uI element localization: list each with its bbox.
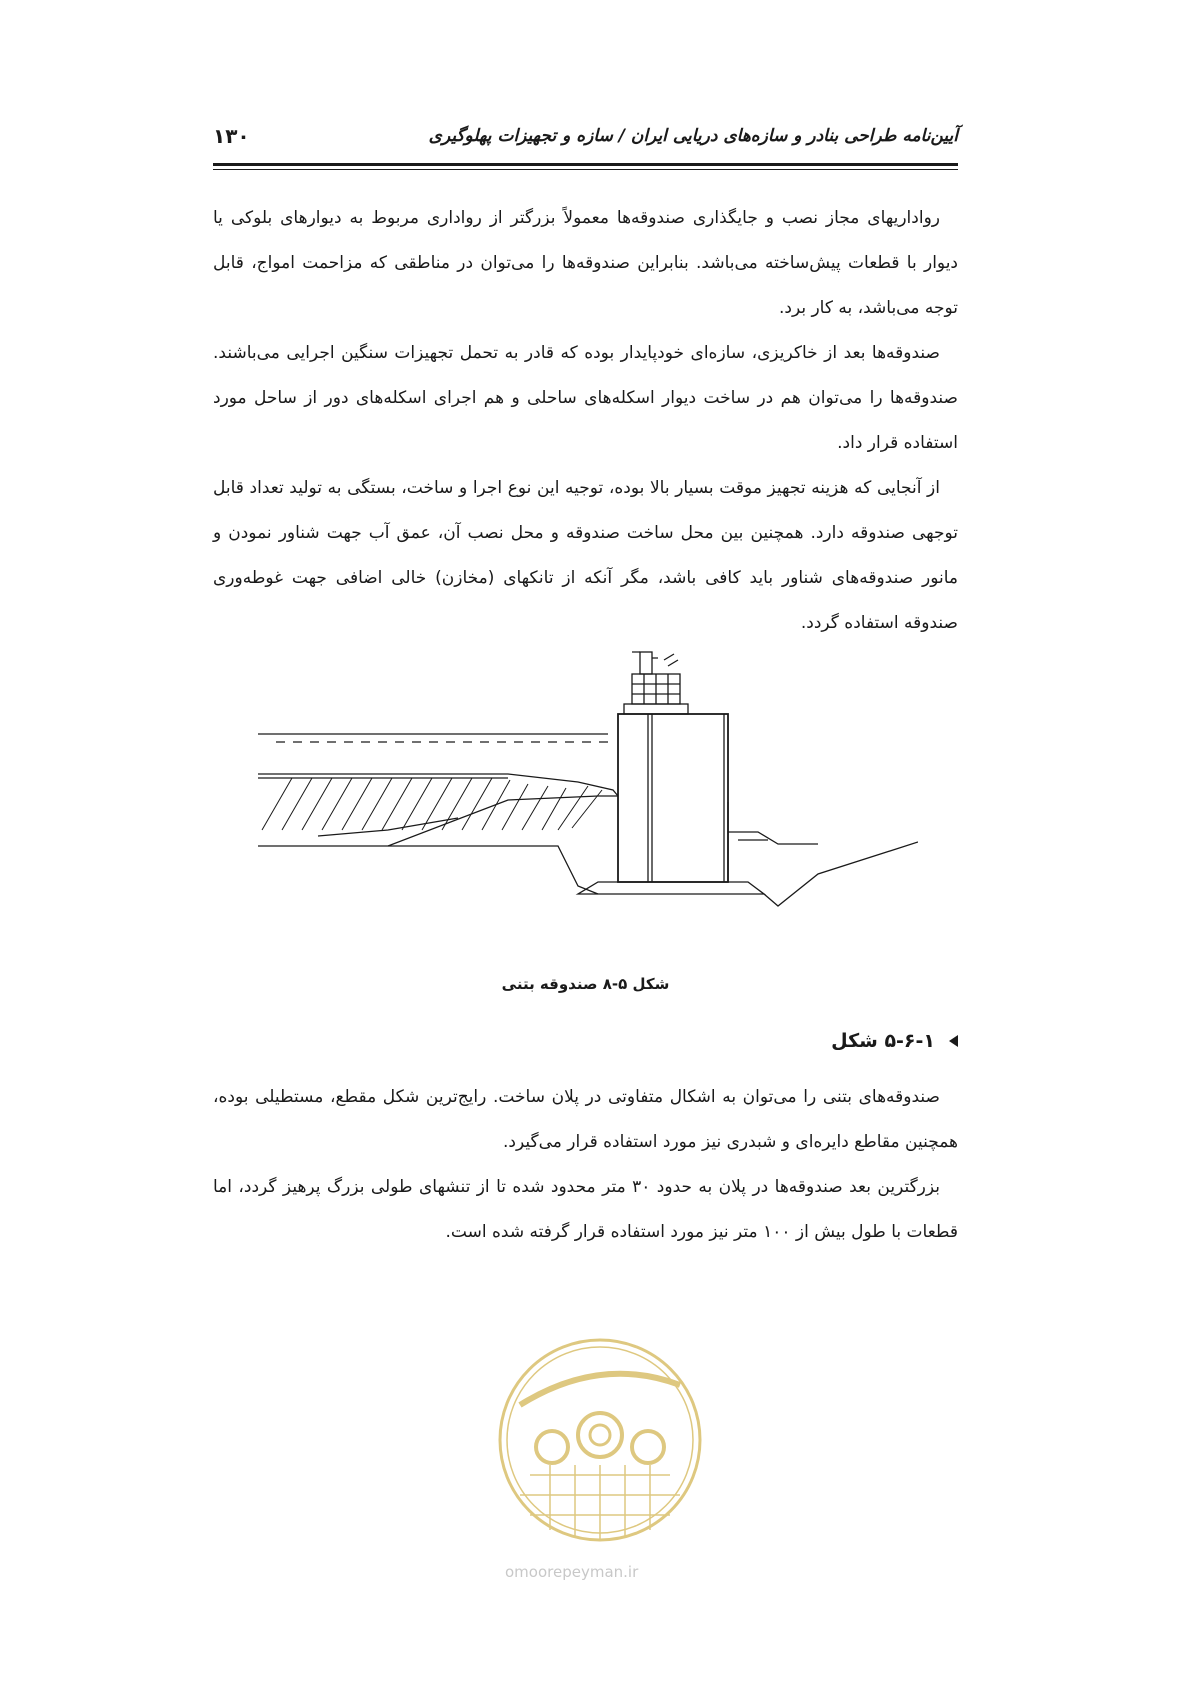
rubble-base [578,882,764,894]
section-title: ۵-۶-۱ شکل [831,1030,935,1052]
triangle-bullet-icon [949,1035,958,1047]
watermark-logo [490,1325,710,1555]
paragraph-1: رواداریهای مجاز نصب و جایگذاری صندوقه‌ها معمولاً بزرگتر از رواداری مربوط به دیوارهای بلوکی یا دیوار با قطعات پیش‌ساخته می‌باشد. بنابراین صندوقه‌ها را می‌توان در مناطقی که مزاحمت امواج، قابل توجه می‌باشد، به کار برد. [213,208,958,318]
paragraph-5: بزرگترین بعد صندوقه‌ها در پلان به حدود ۳۰ متر محدود شده تا از تنشهای طولی بزرگ پرهیز گردد، اما قطعات با طول بیش از ۱۰۰ متر نیز مورد استفاده قرار گرفته شده است. [213,1177,958,1242]
caisson-figure [258,650,918,920]
paragraph-2: صندوقه‌ها بعد از خاکریزی، سازه‌ای خودپایدار بوده که قادر به تحمل تجهیزات سنگین اجرایی می‌باشند. صندوقه‌ها را می‌توان هم در ساخت دیوار اسکله‌های ساحلی و هم اجرای اسکله‌های دور از ساحل مورد استفاده قرار داد. [213,343,958,453]
header-rule-thin [213,169,958,170]
paragraph-4: صندوقه‌های بتنی را می‌توان به اشکال متفاوتی در پلان ساخت. رایج‌ترین شکل مقطع، مستطیلی بوده، همچنین مقاطع دایره‌ای و شبدری نیز مورد استفاده قرار می‌گیرد. [213,1087,958,1152]
running-title: آیین‌نامه طراحی بنادر و سازه‌های دریایی ایران / سازه و تجهیزات پهلوگیری [428,126,958,146]
section-heading [831,1030,958,1052]
seabed-line [258,774,618,796]
caisson-drawing [258,650,918,920]
watermark-url: omoorepeyman.ir [505,1563,639,1581]
caisson-body [618,714,728,882]
body-text-bottom [213,1075,958,1255]
paragraph-3: از آنجایی که هزینه تجهیز موقت بسیار بالا بوده، توجیه این نوع اجرا و ساخت، بستگی به تولید تعداد قابل توجهی صندوقه دارد. همچنین بین محل ساخت صندوقه و محل نصب آن، عمق آب جهت شناور نمودن و مانور صندوقه‌های شناور باید کافی باشد، مگر آنکه از تانکهای (مخازن) خالی اضافی جهت غوطه‌وری صندوقه استفاده گردد. [213,478,958,633]
crown-wall [624,704,688,714]
right-seabed [764,842,918,906]
header-rule-thick [213,163,958,166]
bollard [640,652,652,674]
watermark-seal-icon [490,1325,710,1555]
body-text-top [213,196,958,646]
running-header [213,122,958,156]
figure-caption: شکل ۵-۸ صندوقه بتنی [501,975,670,993]
page-number: ۱۳۰ [213,124,250,148]
